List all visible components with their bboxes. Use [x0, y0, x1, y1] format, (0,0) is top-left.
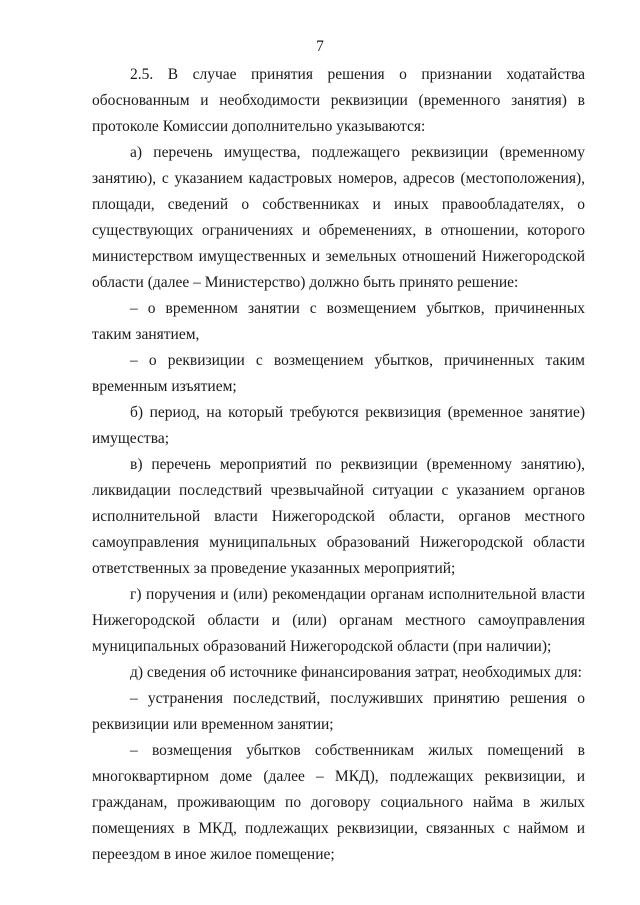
document-body [92, 62, 585, 868]
paragraph-dash-compensation: – возмещения убытков собственникам жилых помещений в многоквартирном доме (далее – МКД), подлежащих реквизиции, и гражданам, проживающим по договору социального найма в жилых помещениях в МКД, подлежащих реквизиции, связанных с наймом и переездом в иное жилое помещение; [92, 742, 585, 863]
paragraph-2-5: 2.5. В случае принятия решения о признании ходатайства обоснованным и необходимости реквизиции (временного занятия) в протоколе Комиссии дополнительно указываются: [92, 66, 585, 135]
page-number: 7 [316, 38, 324, 55]
paragraph-item-a: а) перечень имущества, подлежащего реквизиции (временному занятию), с указанием кадастровых номеров, адресов (местоположения), площади, сведений о собственниках и иных правообладателях, о существующих ограничениях и обременениях, в отношении, которого министерством имущественных и земельных отношений Нижегородской области (далее – Министерство) должно быть принято решение: [92, 144, 585, 291]
paragraph-dash-elimination: – устранения последствий, послуживших принятию решения о реквизиции или временном занятии; [92, 690, 585, 733]
paragraph-item-g: г) поручения и (или) рекомендации органам исполнительной власти Нижегородской области и (или) органам местного самоуправления муниципальных образований Нижегородской области (при наличии); [92, 586, 585, 655]
paragraph-item-b: б) период, на который требуются реквизиция (временное занятие) имущества; [92, 404, 585, 447]
paragraph-item-d: д) сведения об источнике финансирования затрат, необходимых для: [130, 664, 582, 681]
paragraph-dash-requisition: – о реквизиции с возмещением убытков, причиненных таким временным изъятием; [92, 352, 585, 395]
paragraph-dash-temporary-occupation: – о временном занятии с возмещением убытков, причиненных таким занятием, [92, 300, 585, 343]
paragraph-item-v: в) перечень мероприятий по реквизиции (временному занятию), ликвидации последствий чрезвычайной ситуации с указанием органов исполнительной власти Нижегородской области, органов местного самоуправления муниципальных образований Нижегородской области ответственных за проведение указанных мероприятий; [92, 456, 585, 577]
